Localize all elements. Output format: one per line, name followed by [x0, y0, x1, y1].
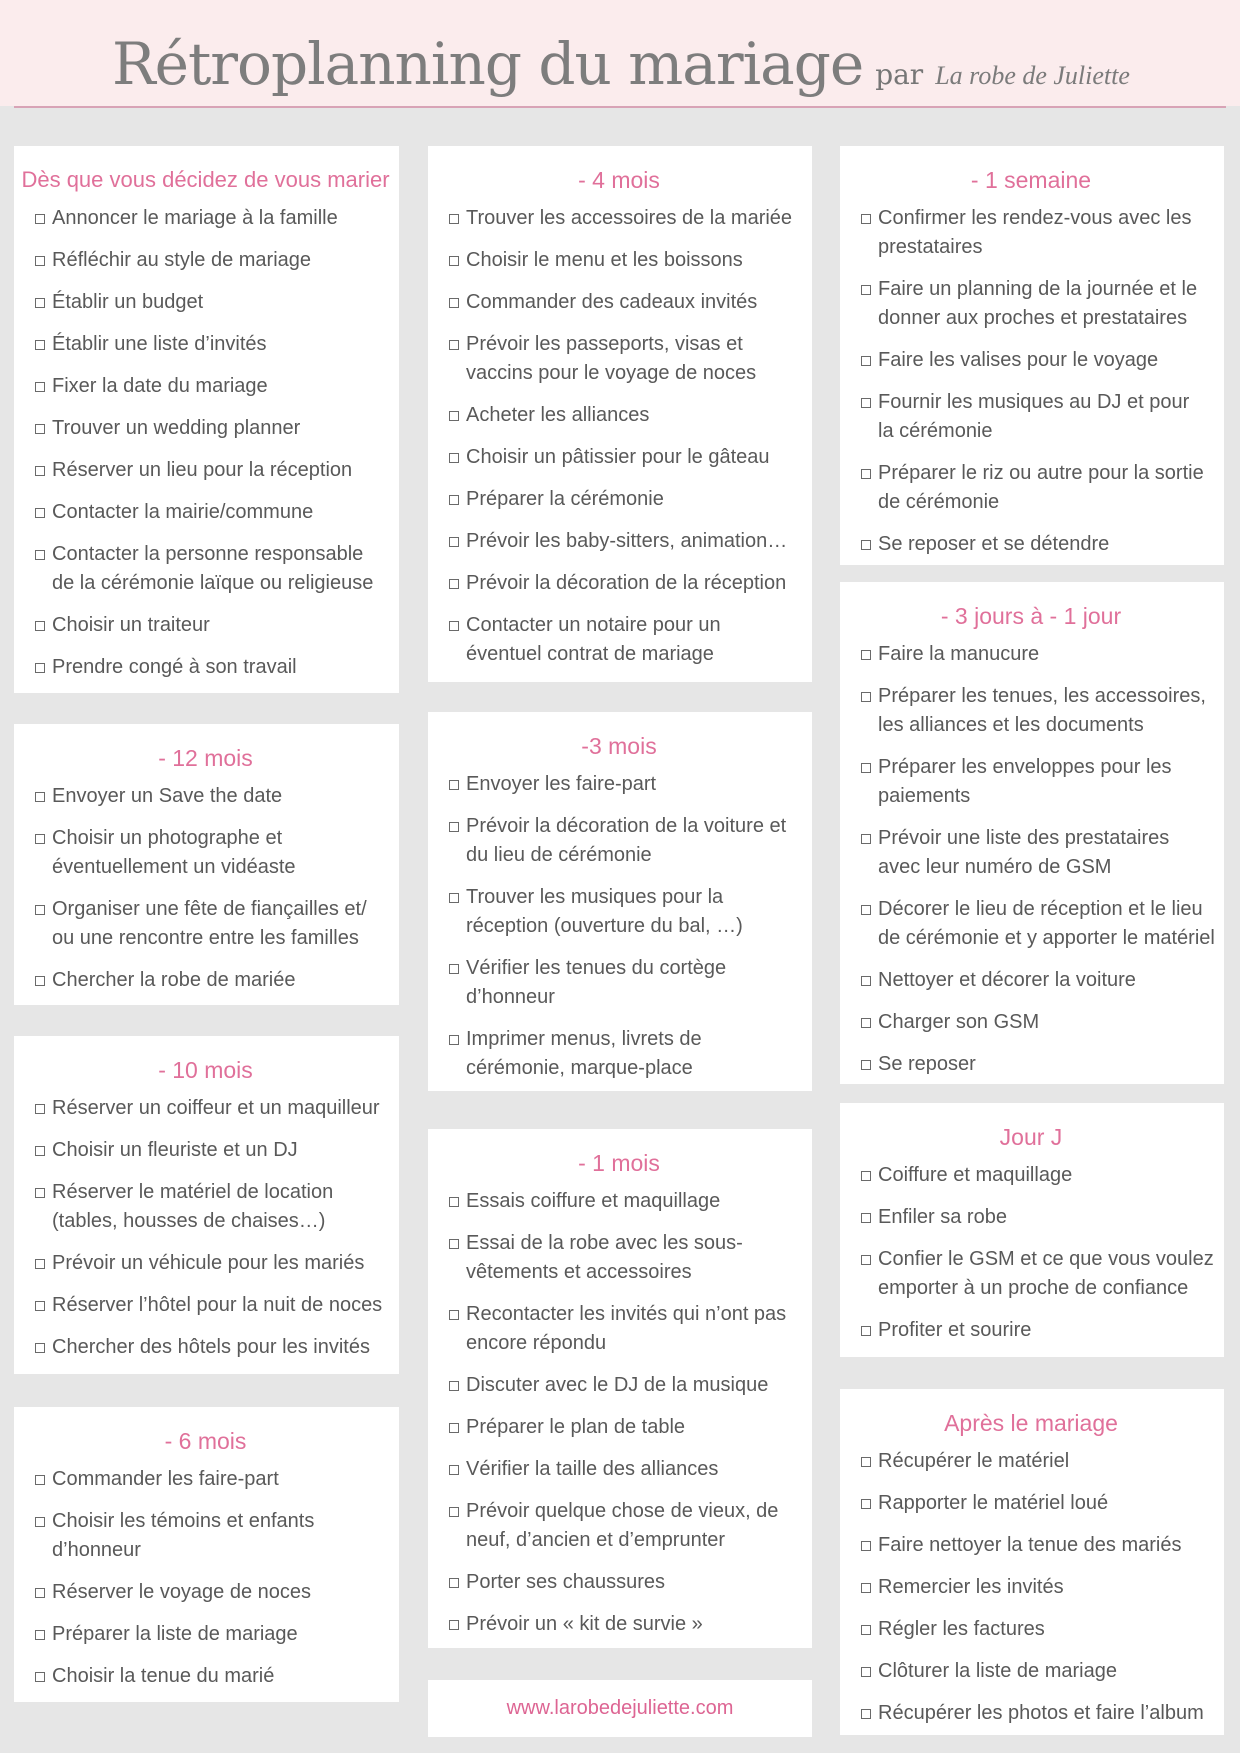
section-card-3-jours-1-jour: [840, 582, 1224, 1084]
checkbox-icon: [861, 1625, 871, 1635]
section-heading: - 4 mois: [578, 167, 660, 193]
checklist-item: [840, 1245, 1222, 1303]
checklist-item-text: Préparer le riz ou autre pour la sortie de cérémonie: [878, 462, 1204, 513]
section-heading: Dès que vous décidez de vous marier: [21, 167, 390, 192]
checklist-item: [840, 388, 1222, 446]
checkbox-icon: [861, 1541, 871, 1551]
checklist-item-text: Chercher des hôtels pour les invités: [52, 1336, 370, 1358]
checklist-item-text: Prévoir un véhicule pour les mariés: [52, 1252, 365, 1274]
checklist-item: [14, 498, 397, 527]
checkbox-icon: [35, 1630, 45, 1640]
checklist-item-text: Confier le GSM et ce que vous voulez emporter à un proche de confiance: [878, 1248, 1214, 1299]
checklist-item-text: Enfiler sa robe: [878, 1206, 1007, 1228]
checklist-item-text: Prévoir un « kit de survie »: [466, 1613, 703, 1635]
checklist-item-text: Prévoir une liste des prestataires avec leur numéro de GSM: [878, 827, 1170, 878]
checkbox-icon: [861, 1326, 871, 1336]
checklist-item: [14, 782, 397, 811]
checklist-item: [14, 1291, 397, 1320]
checklist-item-text: Trouver les musiques pour la réception (ouverture du bal, …): [466, 886, 743, 937]
checklist-item-text: Prévoir quelque chose de vieux, de neuf, d’ancien et d’emprunter: [466, 1500, 779, 1551]
checklist-item-text: Faire les valises pour le voyage: [878, 349, 1159, 371]
checklist-item-text: Commander des cadeaux invités: [466, 291, 758, 313]
checkbox-icon: [35, 214, 45, 224]
section-card-10-mois: [14, 1036, 399, 1374]
checklist: [840, 640, 1222, 1079]
checklist-item-text: Récupérer les photos et faire l’album: [878, 1702, 1204, 1724]
checkbox-icon: [449, 453, 459, 463]
checkbox-icon: [35, 1259, 45, 1269]
checkbox-icon: [449, 1465, 459, 1475]
checklist-item-text: Préparer la cérémonie: [466, 488, 664, 510]
checklist-item-text: Contacter la mairie/commune: [52, 501, 314, 523]
checklist-item: [840, 1203, 1222, 1232]
checkbox-icon: [35, 1301, 45, 1311]
checklist-item-text: Imprimer menus, livrets de cérémonie, marque-place: [466, 1028, 702, 1079]
website-card: [428, 1680, 812, 1737]
checkbox-icon: [861, 285, 871, 295]
section-heading: - 10 mois: [158, 1057, 253, 1083]
checklist-item-text: Régler les factures: [878, 1618, 1045, 1640]
checklist: [428, 1187, 810, 1639]
checklist-item: [840, 1008, 1222, 1037]
checklist-item: [840, 1573, 1222, 1602]
checklist-item-text: Choisir le menu et les boissons: [466, 249, 743, 271]
section-heading: - 1 mois: [578, 1150, 660, 1176]
checklist-item: [14, 288, 397, 317]
checklist-item-text: Prévoir la décoration de la réception: [466, 572, 787, 594]
checklist-item: [14, 330, 397, 359]
checkbox-icon: [449, 1197, 459, 1207]
checklist-item-text: Réserver le voyage de noces: [52, 1581, 312, 1603]
checklist-item: [14, 246, 397, 275]
checklist-item: [840, 895, 1222, 953]
checklist-item-text: Discuter avec le DJ de la musique: [466, 1374, 769, 1396]
checkbox-icon: [449, 537, 459, 547]
checklist-item-text: Coiffure et maquillage: [878, 1164, 1073, 1186]
checkbox-icon: [861, 976, 871, 986]
website-url: www.larobedejuliette.com: [506, 1697, 734, 1719]
section-heading: Jour J: [999, 1124, 1063, 1150]
checklist-item: [840, 1531, 1222, 1560]
checkbox-icon: [35, 382, 45, 392]
checkbox-icon: [449, 298, 459, 308]
checklist-item: [14, 204, 397, 233]
checkbox-icon: [449, 1507, 459, 1517]
checklist-item-text: Commander les faire-part: [52, 1468, 279, 1490]
checklist: [428, 204, 810, 669]
section-card-12-mois: [14, 724, 399, 1005]
section-card-1-semaine: [840, 146, 1224, 565]
checklist-item-text: Prévoir la décoration de la voiture et du lieu de cérémonie: [466, 815, 787, 866]
checklist-item: [14, 653, 397, 682]
checklist-item-text: Acheter les alliances: [466, 404, 650, 426]
checklist: [840, 1447, 1222, 1728]
checklist-item-text: Choisir les témoins et enfants d’honneur: [52, 1510, 315, 1561]
checkbox-icon: [35, 1672, 45, 1682]
byline-par: par: [875, 58, 924, 91]
checkbox-icon: [861, 540, 871, 550]
checklist-item-text: Décorer le lieu de réception et le lieu de cérémonie et y apporter le matériel: [878, 898, 1215, 949]
page-title: Rétroplanning du mariage: [112, 30, 864, 98]
checkbox-icon: [35, 1517, 45, 1527]
checklist-item-text: Réserver le matériel de location (tables, housses de chaises…): [52, 1181, 334, 1232]
checkbox-icon: [861, 469, 871, 479]
checkbox-icon: [35, 424, 45, 434]
checklist-item: [428, 883, 810, 941]
checklist-item-text: Réserver un coiffeur et un maquilleur: [52, 1097, 380, 1119]
checklist-item-text: Établir un budget: [52, 291, 204, 313]
checklist: [14, 782, 397, 995]
checklist-item: [428, 246, 810, 275]
checkbox-icon: [449, 621, 459, 631]
checklist: [428, 770, 810, 1083]
checkbox-icon: [449, 411, 459, 421]
checkbox-icon: [449, 214, 459, 224]
checkbox-icon: [449, 495, 459, 505]
checklist-item: [840, 346, 1222, 375]
checklist-item: [428, 770, 810, 799]
checkbox-icon: [861, 763, 871, 773]
checklist-item-text: Se reposer et se détendre: [878, 533, 1110, 555]
checklist-item: [14, 1136, 397, 1165]
checklist-item-text: Organiser une fête de fiançailles et/ ou une rencontre entre les familles: [52, 898, 367, 949]
checklist-item: [14, 1465, 397, 1494]
checklist-item-text: Vérifier la taille des alliances: [466, 1458, 719, 1480]
checklist-item-text: Préparer les enveloppes pour les paiements: [878, 756, 1172, 807]
checkbox-icon: [35, 905, 45, 915]
checklist-item-text: Réfléchir au style de mariage: [52, 249, 312, 271]
checklist: [14, 1094, 397, 1362]
checklist-item-text: Profiter et sourire: [878, 1319, 1032, 1341]
checkbox-icon: [35, 508, 45, 518]
checklist-item-text: Nettoyer et décorer la voiture: [878, 969, 1136, 991]
checklist-item-text: Envoyer un Save the date: [52, 785, 283, 807]
checklist-item-text: Établir une liste d’invités: [52, 333, 267, 355]
checklist-item-text: Faire un planning de la journée et le donner aux proches et prestataires: [878, 278, 1198, 329]
checklist: [14, 1465, 397, 1691]
section-card-apres-le-mariage: [840, 1389, 1224, 1735]
checkbox-icon: [449, 822, 459, 832]
checklist-item-text: Faire nettoyer la tenue des mariés: [878, 1534, 1182, 1556]
checkbox-icon: [449, 256, 459, 266]
header-divider: [14, 106, 1226, 108]
checklist-item: [428, 1610, 810, 1639]
checklist-item-text: Réserver un lieu pour la réception: [52, 459, 353, 481]
checklist-item-text: Réserver l’hôtel pour la nuit de noces: [52, 1294, 383, 1316]
checklist-item: [840, 459, 1222, 517]
checkbox-icon: [861, 1213, 871, 1223]
checkbox-icon: [35, 792, 45, 802]
checkbox-icon: [35, 621, 45, 631]
checklist-item: [840, 1447, 1222, 1476]
section-heading: - 3 jours à - 1 jour: [940, 603, 1122, 629]
checklist-item-text: Confirmer les rendez-vous avec les prestataires: [878, 207, 1192, 258]
checkbox-icon: [449, 1620, 459, 1630]
checklist-item: [14, 1178, 397, 1236]
checklist-item-text: Trouver les accessoires de la mariée: [466, 207, 793, 229]
checklist: [14, 204, 397, 682]
checklist-item: [14, 540, 397, 598]
checklist-item-text: Fixer la date du mariage: [52, 375, 268, 397]
checklist-item: [840, 1161, 1222, 1190]
checklist-item: [840, 1050, 1222, 1079]
checklist-item: [428, 1497, 810, 1555]
checklist-item: [840, 1316, 1222, 1345]
brand-signature: La robe de Juliette: [935, 61, 1130, 90]
checklist-item-text: Prévoir les baby-sitters, animation…: [466, 530, 788, 552]
checklist-item: [840, 640, 1222, 669]
checklist-item: [14, 1662, 397, 1691]
checklist-item: [840, 1615, 1222, 1644]
checkbox-icon: [861, 692, 871, 702]
checklist: [840, 1161, 1222, 1345]
checklist-item: [14, 611, 397, 640]
checklist-item: [14, 456, 397, 485]
checkbox-icon: [449, 1578, 459, 1588]
checkbox-icon: [861, 356, 871, 366]
section-card-3-mois: [428, 712, 812, 1091]
section-card-6-mois: [14, 1407, 399, 1702]
checklist-item: [428, 1455, 810, 1484]
checklist-item-text: Chercher la robe de mariée: [52, 969, 296, 991]
checklist-item-text: Prévoir les passeports, visas et vaccins pour le voyage de noces: [466, 333, 757, 384]
checkbox-icon: [35, 1343, 45, 1353]
checklist-item-text: Porter ses chaussures: [466, 1571, 665, 1593]
checklist-item: [428, 1025, 810, 1083]
checklist-item: [428, 1413, 810, 1442]
checklist-item: [14, 1578, 397, 1607]
section-card-jour-j: [840, 1103, 1224, 1357]
checkbox-icon: [449, 1381, 459, 1391]
checklist-item: [840, 204, 1222, 262]
checklist-item-text: Préparer la liste de mariage: [52, 1623, 298, 1645]
checklist-item: [428, 527, 810, 556]
checklist-item: [14, 1333, 397, 1362]
checkbox-icon: [861, 905, 871, 915]
checklist-item: [428, 611, 810, 669]
checkbox-icon: [35, 834, 45, 844]
checklist-item-text: Prendre congé à son travail: [52, 656, 297, 678]
checklist-item-text: Envoyer les faire-part: [466, 773, 657, 795]
checklist-item-text: Choisir un photographe et éventuellement un vidéaste: [52, 827, 296, 878]
checklist-item-text: Récupérer le matériel: [878, 1450, 1070, 1472]
checklist-item-text: Clôturer la liste de mariage: [878, 1660, 1117, 1682]
checkbox-icon: [449, 1035, 459, 1045]
checklist-item: [14, 1620, 397, 1649]
checklist-item: [428, 330, 810, 388]
section-card-des-que-vous-decidez: [14, 146, 399, 693]
checklist-item: [14, 1094, 397, 1123]
checkbox-icon: [449, 780, 459, 790]
checkbox-icon: [35, 1475, 45, 1485]
section-heading: Après le mariage: [944, 1410, 1118, 1436]
checkbox-icon: [861, 1171, 871, 1181]
checkbox-icon: [35, 256, 45, 266]
section-heading: - 12 mois: [158, 745, 253, 771]
checklist: [840, 204, 1222, 559]
checklist-item-text: Choisir un pâtissier pour le gâteau: [466, 446, 770, 468]
checklist-item: [840, 682, 1222, 740]
checklist-item: [428, 1229, 810, 1287]
checklist-item: [840, 753, 1222, 811]
checkbox-icon: [35, 976, 45, 986]
checkbox-icon: [449, 893, 459, 903]
checklist-item: [840, 275, 1222, 333]
checkbox-icon: [861, 650, 871, 660]
checklist-item-text: Annoncer le mariage à la famille: [52, 207, 338, 229]
checklist-item: [428, 485, 810, 514]
checklist-item-text: Préparer les tenues, les accessoires, les alliances et les documents: [878, 685, 1206, 736]
checkbox-icon: [861, 214, 871, 224]
checklist-item-text: Essai de la robe avec les sous- vêtements et accessoires: [466, 1232, 743, 1283]
checkbox-icon: [861, 1667, 871, 1677]
checklist-item-text: Recontacter les invités qui n’ont pas encore répondu: [466, 1303, 787, 1354]
checklist-item-text: Contacter un notaire pour un éventuel contrat de mariage: [466, 614, 721, 665]
checkbox-icon: [35, 550, 45, 560]
checkbox-icon: [35, 298, 45, 308]
checklist-item: [14, 895, 397, 953]
checklist-item: [840, 530, 1222, 559]
checklist-item-text: Contacter la personne responsable de la cérémonie laïque ou religieuse: [52, 543, 374, 594]
checklist-item: [840, 966, 1222, 995]
checklist-item: [428, 569, 810, 598]
checklist-item: [14, 1507, 397, 1565]
checkbox-icon: [861, 1018, 871, 1028]
checkbox-icon: [449, 340, 459, 350]
checklist-item: [428, 1187, 810, 1216]
checkbox-icon: [35, 1146, 45, 1156]
checkbox-icon: [35, 340, 45, 350]
checklist-item-text: Rapporter le matériel loué: [878, 1492, 1109, 1514]
checklist-item: [428, 204, 810, 233]
checkbox-icon: [861, 1255, 871, 1265]
checklist-item: [14, 414, 397, 443]
checklist-item-text: Choisir un fleuriste et un DJ: [52, 1139, 298, 1161]
checklist-item: [428, 812, 810, 870]
checklist-item-text: Choisir un traiteur: [52, 614, 210, 636]
checkbox-icon: [449, 579, 459, 589]
checklist-item: [840, 1699, 1222, 1728]
checklist-item: [428, 401, 810, 430]
section-heading: - 1 semaine: [970, 167, 1092, 193]
checklist-item: [14, 824, 397, 882]
checkbox-icon: [861, 1583, 871, 1593]
checklist-item: [840, 1657, 1222, 1686]
checkbox-icon: [861, 398, 871, 408]
checklist-item-text: Faire la manucure: [878, 643, 1040, 665]
header-title-row: [112, 30, 1130, 98]
checkbox-icon: [861, 1499, 871, 1509]
section-heading: - 6 mois: [164, 1428, 247, 1454]
checkbox-icon: [861, 834, 871, 844]
checklist-item-text: Essais coiffure et maquillage: [466, 1190, 721, 1212]
checklist-item: [14, 966, 397, 995]
checklist-item-text: Se reposer: [878, 1053, 976, 1075]
checkbox-icon: [35, 663, 45, 673]
checkbox-icon: [861, 1457, 871, 1467]
checkbox-icon: [861, 1060, 871, 1070]
section-heading: -3 mois: [581, 733, 657, 759]
checklist-item: [14, 372, 397, 401]
checklist-item-text: Préparer le plan de table: [466, 1416, 686, 1438]
checklist-item: [428, 1300, 810, 1358]
checkbox-icon: [861, 1709, 871, 1719]
section-card-1-mois: [428, 1129, 812, 1648]
checkbox-icon: [449, 1423, 459, 1433]
checkbox-icon: [449, 964, 459, 974]
checklist-item-text: Fournir les musiques au DJ et pour la cérémonie: [878, 391, 1190, 442]
checklist-item-text: Vérifier les tenues du cortège d’honneur: [466, 957, 727, 1008]
checklist-item-text: Remercier les invités: [878, 1576, 1064, 1598]
checkbox-icon: [35, 1104, 45, 1114]
section-card-4-mois: [428, 146, 812, 682]
checklist-item: [428, 954, 810, 1012]
checklist-item: [14, 1249, 397, 1278]
checkbox-icon: [35, 1588, 45, 1598]
checklist-item: [428, 443, 810, 472]
checklist-item: [428, 1568, 810, 1597]
checkbox-icon: [35, 466, 45, 476]
checklist-item-text: Choisir la tenue du marié: [52, 1665, 275, 1687]
checklist-item: [428, 1371, 810, 1400]
checkbox-icon: [35, 1188, 45, 1198]
checklist-item: [840, 824, 1222, 882]
checklist-item: [428, 288, 810, 317]
checkbox-icon: [449, 1310, 459, 1320]
checkbox-icon: [449, 1239, 459, 1249]
checklist-item: [840, 1489, 1222, 1518]
checklist-item-text: Trouver un wedding planner: [52, 417, 301, 439]
checklist-item-text: Charger son GSM: [878, 1011, 1040, 1033]
